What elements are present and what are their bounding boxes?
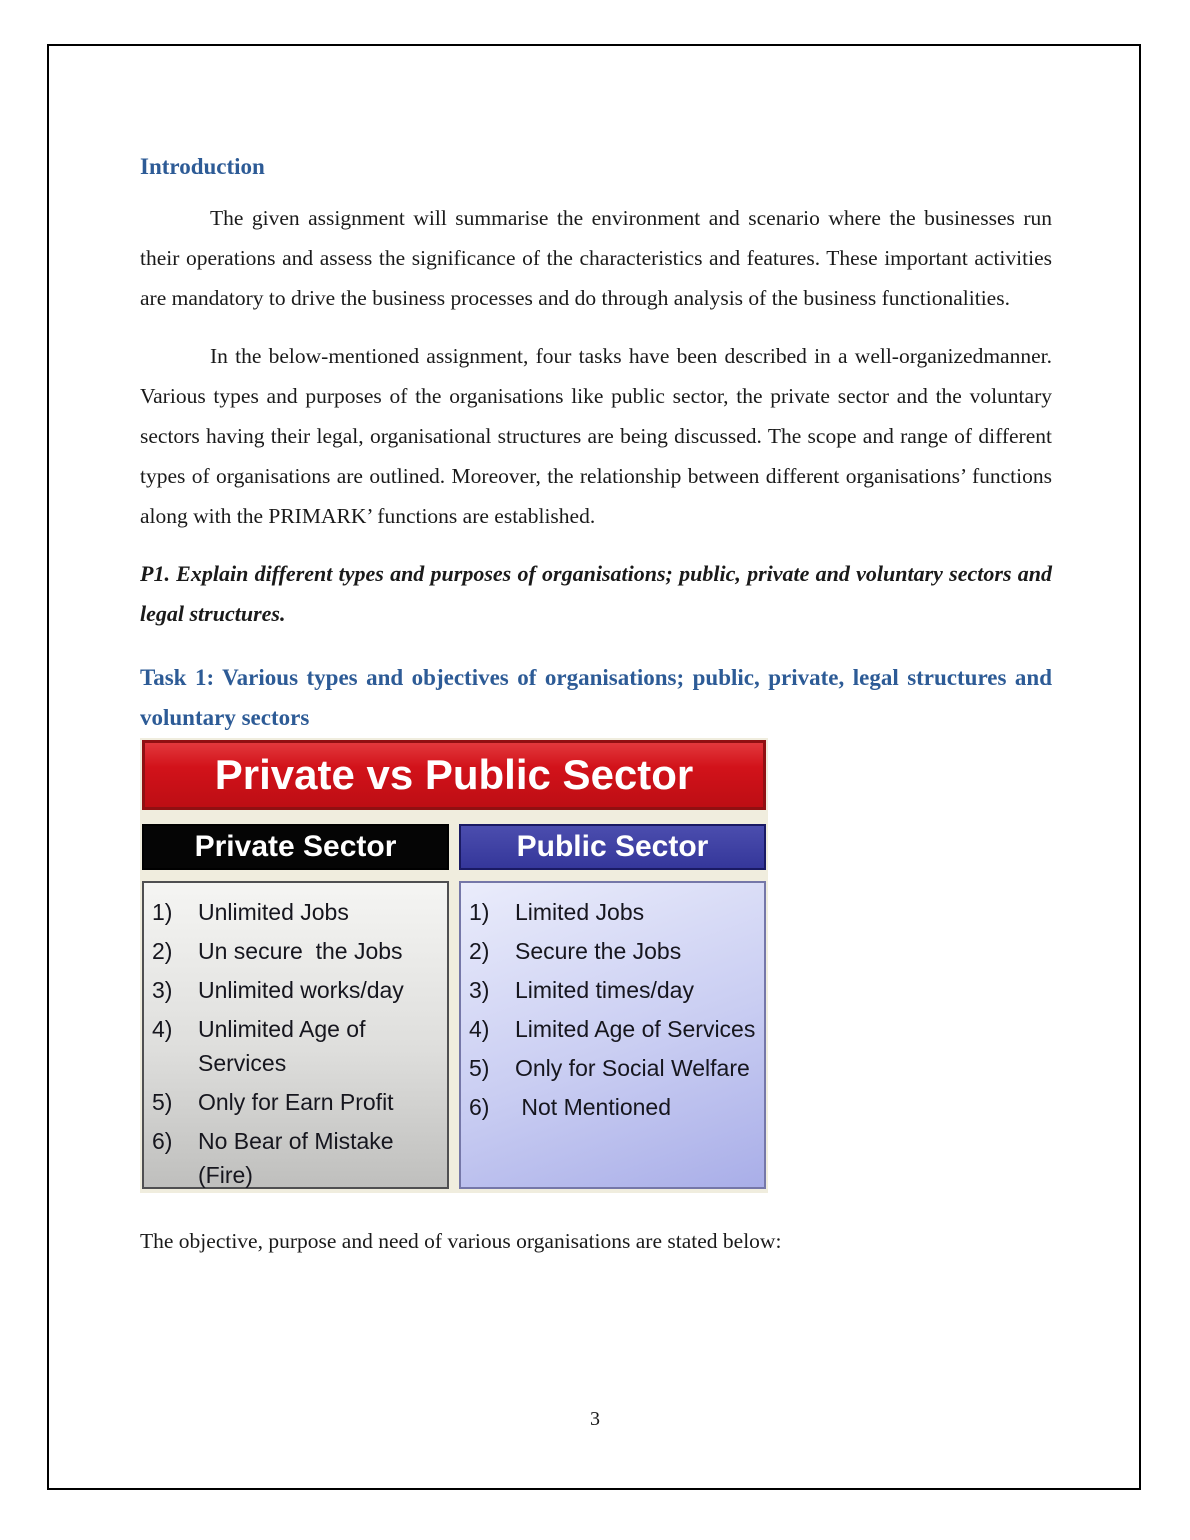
list-item: 1) Unlimited Jobs — [152, 899, 349, 925]
list-item: 3) Unlimited works/day — [152, 977, 404, 1003]
public-sector-header: Public Sector — [459, 824, 766, 870]
list-item: 4) Unlimited Age of Services — [152, 1016, 372, 1076]
list-item: 1) Limited Jobs — [469, 899, 645, 925]
introduction-heading: Introduction — [140, 154, 265, 179]
list-item: 5) Only for Social Welfare — [469, 1055, 750, 1081]
sector-comparison-image — [140, 738, 768, 1193]
figure-title-banner — [142, 740, 766, 810]
paragraph-intro-1: The given assignment will summarise the environment and scenario where the businesses run their operations and assess the significance of the characteristics and features. These important activities are mandatory to drive the business processes and do through analysis of the business functionalities. — [140, 206, 1052, 310]
list-item: 6) No Bear of Mistake (Fire) — [152, 1128, 400, 1188]
figure-header-row — [142, 824, 766, 870]
private-sector-header: Private Sector — [142, 824, 449, 870]
paragraph-intro-2: In the below-mentioned assignment, four tasks have been described in a well-organizedmanner. Various types and purposes of the organisations like public sector, the private sector and the voluntary sectors having their legal, organisational structures are being discussed. The scope and range of different types of organisations are outlined. Moreover, the relationship between different organisations’ functions along with the PRIMARK’ functions are established. — [140, 344, 1052, 528]
figure-panels — [142, 881, 766, 1189]
private-sector-list — [142, 881, 449, 1189]
list-item: 3) Limited times/day — [469, 977, 694, 1003]
closing-paragraph: The objective, purpose and need of various organisations are stated below: — [140, 1229, 782, 1253]
figure-title: Private vs Public Sector — [214, 751, 694, 798]
page-number: 3 — [590, 1408, 600, 1430]
p1-heading: P1. Explain different types and purposes of organisations; public, private and voluntary sectors and legal structures. — [140, 561, 1052, 626]
page-content — [140, 152, 1052, 1261]
list-item: 2) Un secure the Jobs — [152, 938, 403, 964]
public-sector-list — [459, 881, 766, 1189]
list-item: 5) Only for Earn Profit — [152, 1089, 394, 1115]
task1-heading: Task 1: Various types and objectives of organisations; public, private, legal structures and voluntary sectors — [140, 665, 1052, 730]
list-item: 2) Secure the Jobs — [469, 938, 682, 964]
list-item: 4) Limited Age of Services — [469, 1016, 756, 1042]
list-item: 6) Not Mentioned — [469, 1094, 671, 1120]
